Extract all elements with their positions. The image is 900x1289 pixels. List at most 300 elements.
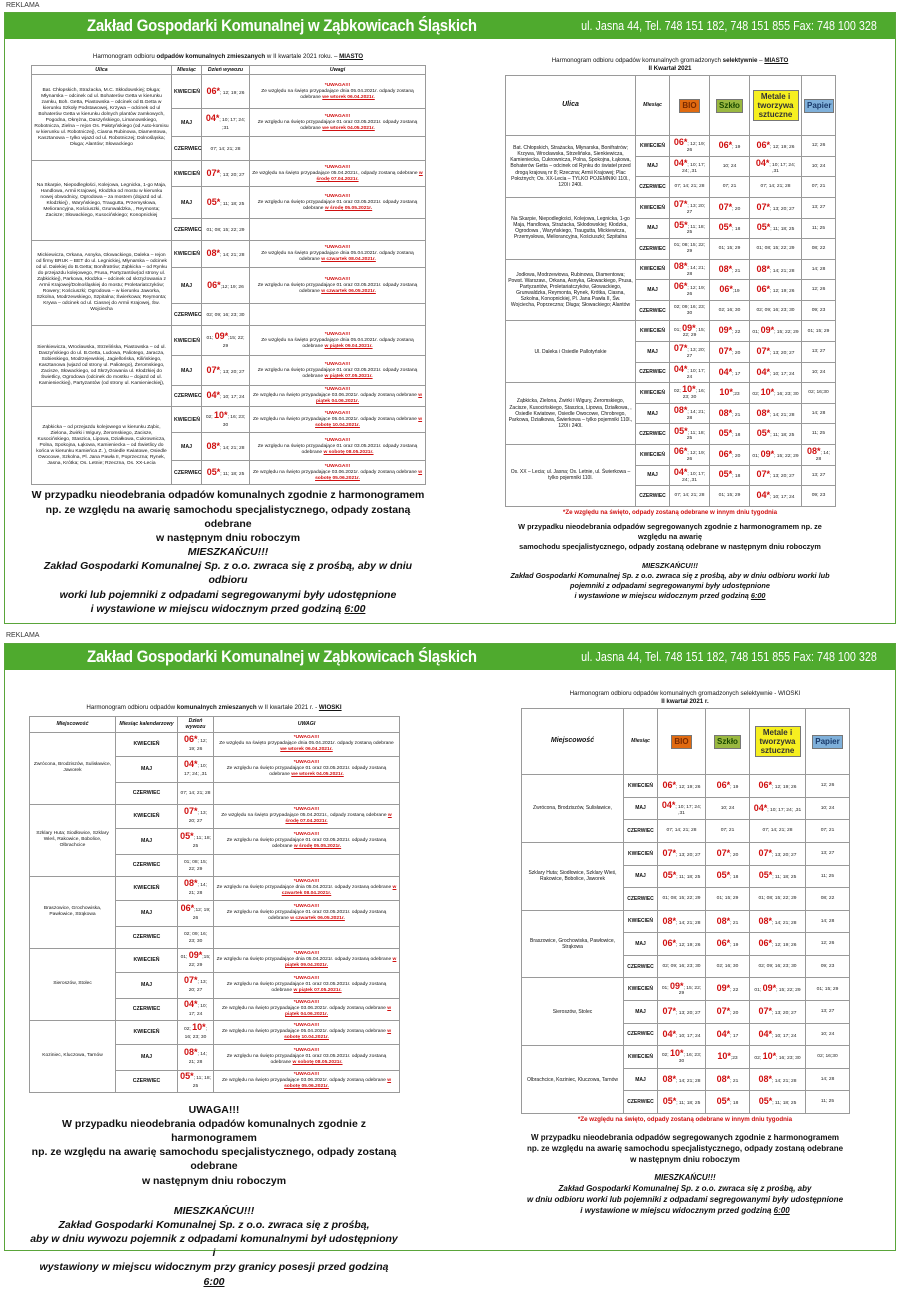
holiday-date: 07*	[758, 847, 773, 858]
uwaga-label: *UWAGA!!!	[324, 463, 351, 469]
plea-line	[31, 602, 425, 616]
month-label: CZERWIEC	[172, 137, 202, 161]
uwaga-label: *UWAGA!!!	[324, 245, 351, 251]
glass-days	[710, 342, 750, 363]
remark-cell	[250, 137, 426, 161]
date-list: ; 16; 23; 30	[774, 392, 799, 398]
date-list: ; 14; 21; 28	[676, 920, 701, 926]
date-list: 07; 14; 21; 28	[674, 493, 705, 499]
holiday-date: 10*	[717, 1051, 731, 1062]
glass-days	[706, 955, 750, 978]
glass-days	[706, 1023, 750, 1046]
paper-days	[802, 136, 836, 157]
date-list: ; 12; 19; 26	[686, 286, 706, 298]
metal-days	[750, 1023, 806, 1046]
date-list: 01; 15; 29	[718, 246, 741, 252]
holiday-date: 07*	[673, 343, 688, 354]
metal-days	[750, 797, 806, 820]
street-list: Braszowice, Grochowiska, Pawłowice, Strąkowa	[30, 876, 116, 948]
glass-days	[706, 978, 750, 1001]
remark-date: we wtorek 04.05.2021r.	[291, 772, 344, 778]
date-list: 09; 23	[811, 307, 826, 313]
month-label: CZERWIEC	[624, 1023, 658, 1046]
date-list: ; 18	[732, 474, 741, 480]
paper-days	[806, 1068, 850, 1091]
paper-days	[806, 1023, 850, 1046]
date-list: 12; 26	[820, 941, 835, 947]
date-list: ; 18	[730, 1101, 739, 1107]
bio-days	[670, 424, 710, 445]
selective-miasto	[505, 57, 835, 623]
uwaga-label: *UWAGA!!!	[293, 976, 320, 982]
metal-days	[750, 424, 802, 445]
date-list: ; 14; 28	[815, 451, 831, 463]
glass-days	[710, 486, 750, 507]
date-list: ; 10; 17; 24; ,31	[675, 804, 702, 816]
header-text: Harmonogram odbioru odpadów	[86, 704, 177, 711]
footer-line: np. ze względu na awarię samochodu specjalistycznego, odpady zostaną odebrane	[31, 1146, 397, 1173]
mieszkancu-heading: MIESZKAŃCU!!!	[654, 1173, 716, 1183]
month-label: MAJ	[636, 218, 670, 239]
holiday-date: 05*	[756, 222, 771, 233]
holiday-date: 04*	[661, 799, 676, 810]
bio-days	[670, 486, 710, 507]
glass-days	[710, 424, 750, 445]
metal-days	[750, 1046, 806, 1069]
plea-line	[29, 1260, 399, 1288]
glass-days	[710, 136, 750, 157]
remark-text	[216, 982, 397, 994]
holiday-date: 09*	[718, 325, 733, 336]
date-list: ; 11; 18; 25	[676, 1101, 701, 1107]
holiday-date: 08*	[758, 1073, 773, 1084]
remark-body: Ze względu na święto przypadające 01 oraz 03.05.2021r. odpady zostaną odebrane	[226, 982, 387, 994]
schedule-table	[31, 65, 426, 485]
date-list: ; 10; 17; 24; ,31	[767, 807, 802, 813]
footer-text	[29, 1103, 399, 1289]
holiday-date: 05*	[718, 469, 733, 480]
bio-label: BIO	[671, 735, 691, 749]
metal-days	[750, 820, 806, 843]
date-list: ; 13; 20; 27	[772, 1010, 797, 1016]
holiday-date: 06*	[716, 779, 731, 790]
metal-days	[750, 955, 806, 978]
date-list: ; 17	[732, 371, 741, 377]
date-list: ; 12; 19; 26	[770, 144, 795, 150]
metal-days	[750, 775, 806, 798]
header-bold: komunalnych zmieszanych	[176, 704, 257, 711]
plea-text: Zakład Gospodarki Komunalnej Sp. z o.o. zwraca się z prośbą,	[58, 1218, 370, 1231]
remark-date: w środę 07.04.2021r.	[316, 170, 423, 182]
column-header-metale	[750, 76, 802, 136]
holiday-date: 07*	[673, 199, 688, 209]
date-list: 02; 16;30	[808, 390, 829, 396]
date-list: ; 12; 19; 26	[772, 943, 797, 949]
date-list: 01;	[180, 955, 189, 961]
holiday-date: 05*	[206, 196, 221, 207]
glass-days	[706, 1046, 750, 1069]
holiday-date: 05*	[662, 870, 677, 881]
header-text: w II kwartale 2021 r. -	[256, 704, 319, 711]
remark-cell	[214, 756, 400, 782]
glass-days	[706, 1001, 750, 1024]
glass-days	[706, 910, 750, 933]
date-list: ; 16; 23; 30	[222, 415, 246, 428]
date-list: ; 20	[730, 852, 739, 858]
date-list: ; 16; 23; 30	[678, 1053, 702, 1065]
bio-days	[670, 177, 710, 198]
paper-days	[806, 865, 850, 888]
month-label: CZERWIEC	[172, 461, 202, 485]
date-list: ; 18	[732, 433, 741, 439]
column-header: Miesiąc kalendarzowy	[116, 717, 178, 733]
holiday-date: 07*	[756, 201, 771, 212]
plea-line	[505, 571, 835, 581]
holiday-date: 07*	[718, 345, 733, 356]
holiday-date: 05*	[758, 1096, 773, 1107]
bio-days	[670, 342, 710, 363]
metal-days	[750, 259, 802, 280]
date-list: ; 14; 21; 28	[772, 1078, 797, 1084]
month-label: CZERWIEC	[172, 219, 202, 241]
date-list: 02;	[661, 1053, 670, 1059]
street-list: Jodłowa, Modrzewiowa, Rubinowa, Diamentowa; Powst. Warszaw., Orkana, Asnyka, Głowackiego, Prusa, Partyzantów, Proletariatczyków, Głowackiego, Grunwaldzka, Reymonta, Rynek, Krótka, Ciasna, Szkolna, Konopnickiej, Pl. Jana Pawła II, Św. Wojciecha, Poprzeczna; Długa; Słowackiego; Alantów	[506, 259, 636, 321]
table-row	[32, 241, 426, 268]
holiday-date: 07*	[662, 1005, 677, 1016]
bio-days	[658, 1068, 706, 1091]
deadline-hour: 6:00	[203, 1275, 225, 1288]
bio-days	[658, 933, 706, 956]
date-list: 10; 24	[720, 805, 735, 811]
mixed-miasto	[31, 53, 425, 623]
date-list: ; 13; 20; 27	[188, 811, 208, 825]
month-label: MAJ	[636, 156, 670, 177]
deadline-hour: 6:00	[344, 602, 366, 615]
holiday-date: 08*	[183, 1047, 198, 1058]
holiday-date: 06*	[756, 284, 771, 295]
date-list: ; 14; 21; 28	[676, 1078, 701, 1084]
date-list: ; 15; 22; 29	[776, 988, 801, 994]
table-row	[30, 948, 400, 972]
date-list: ; 13; 20; 27	[220, 369, 245, 375]
holiday-date: 04*	[718, 366, 733, 377]
glass-days	[706, 888, 750, 911]
street-list: Na Skarpie, Niepodległości, Kolejowa, Legnicka, 1-go Maja, Handlowa, Strażacka, Skłodowskiej; Kłodzka, Ogrodowa , Waryńskiego, Traugutta, Mickiewicza, Przemysłowa, Meliorancyjna, Kościuszki; Szpitalna	[506, 197, 636, 259]
date-list: ; 12; 19; 26	[772, 784, 797, 790]
date-list: 01; 15; 29	[807, 328, 830, 334]
date-list: 10; 24	[820, 805, 835, 811]
date-list: 07; 14; 21; 28	[666, 828, 697, 834]
glass-days	[710, 177, 750, 198]
remark-date: w sobotę 05.06.2021r.	[315, 469, 423, 481]
date-list: 01; 08; 15; 22; 29	[758, 896, 797, 902]
date-list: ; 13; 20; 27	[676, 852, 701, 858]
collection-days	[178, 756, 214, 782]
month-label: MAJ	[624, 797, 658, 820]
holiday-date: 05*	[718, 428, 733, 439]
holiday-date: 04*	[756, 366, 771, 377]
date-list: ; 19	[732, 144, 741, 150]
month-label: KWIECIEŃ	[116, 876, 178, 900]
plea-line	[521, 1206, 849, 1217]
holiday-date: 04*	[673, 157, 688, 168]
paper-days	[802, 280, 836, 301]
remark-body: Ze względu na święto przypadające 03.06.2021r. odpady zostaną odebrane	[221, 1078, 388, 1084]
date-list: 13; 27	[811, 472, 826, 478]
papier-label: Papier	[812, 735, 842, 749]
date-list: ; 21	[730, 1078, 739, 1084]
month-label: CZERWIEC	[116, 998, 178, 1020]
paper-days	[806, 1001, 850, 1024]
column-header-szklo	[706, 709, 750, 775]
glass-days	[710, 403, 750, 424]
uwaga-label: *UWAGA!!!	[324, 276, 351, 282]
plea-text: Zakład Gospodarki Komunalnej Sp. z o.o. zwraca się z prośbą, aby	[558, 1184, 812, 1194]
remark-text	[252, 251, 423, 263]
remark-date: w czwartek 08.04.2021r.	[321, 257, 376, 263]
holiday-date: 08*	[716, 915, 731, 926]
date-list: ; 22	[732, 330, 741, 336]
szklo-label: Szkło	[714, 735, 741, 749]
holiday-date: 04*	[673, 466, 688, 477]
bio-days	[658, 888, 706, 911]
column-header: Miejscowość	[30, 717, 116, 733]
paper-days	[806, 842, 850, 865]
footer-line: np. ze względu na awarię samochodu specjalistycznego, odpady zostaną odebrane	[526, 1143, 844, 1153]
remark-body: Ze względu na święto przypadające dnia 05.04.2021r. odpady zostaną odebrane	[216, 885, 393, 891]
date-list: 08; 22	[820, 896, 835, 902]
bio-days	[658, 955, 706, 978]
company-banner	[5, 644, 895, 670]
holiday-date: 07*	[183, 806, 198, 817]
bio-days	[670, 197, 710, 218]
holiday-date: 08*	[673, 260, 688, 271]
remark-body: Ze względu na święto przypadające 01 oraz 03.05.2021r. odpady zostaną odebrane	[257, 199, 418, 211]
column-header-street: Ulica	[506, 76, 636, 136]
remark-cell	[250, 433, 426, 461]
paper-days	[802, 403, 836, 424]
glass-days	[710, 197, 750, 218]
holiday-date: 09*	[188, 950, 203, 961]
company-banner	[5, 13, 895, 39]
date-list: ; 22	[730, 988, 739, 994]
holiday-date: 06*	[662, 938, 677, 949]
date-list: ; 10; 17; 24; ;31	[219, 118, 246, 131]
date-list: ; 16; 23; 30	[184, 1027, 208, 1041]
month-label: MAJ	[172, 187, 202, 219]
remark-body: Ze względu na święto przypadające 01 oraz 03.05.2021r. odpady zostaną odebrane	[226, 838, 387, 850]
holiday-date: 07*	[758, 1005, 773, 1016]
company-title: Zakład Gospodarki Komunalnej w Ząbkowicach Śląskich	[87, 16, 477, 35]
remark-cell	[214, 948, 400, 972]
table-row	[522, 1046, 850, 1069]
remark-text	[216, 1078, 397, 1090]
remark-date: w piątek 09.04.2021r.	[324, 343, 373, 349]
holiday-date: 05*	[674, 219, 688, 230]
date-list: ; 14; 21; 28	[686, 265, 706, 277]
date-list: 14; 28	[811, 410, 826, 416]
uwaga-label: *UWAGA!!!	[293, 760, 320, 766]
remark-body: Ze względu na święto przypadające 01 oraz 03.05.2021r. odpady zostaną odebrane	[257, 119, 418, 131]
month-label: MAJ	[624, 865, 658, 888]
metal-days	[750, 465, 802, 486]
month-label: MAJ	[636, 465, 670, 486]
remark-text	[252, 171, 423, 183]
remark-cell	[214, 998, 400, 1020]
holiday-date: 07*	[662, 847, 677, 858]
uwaga-heading: UWAGA!!!	[188, 1103, 240, 1116]
holiday-date: 05*	[758, 870, 773, 881]
holiday-date: 07*	[206, 167, 221, 178]
metal-days	[750, 978, 806, 1001]
uwaga-label: *UWAGA!!!	[324, 113, 351, 119]
holiday-date: 06*	[718, 139, 733, 150]
remark-cell	[250, 268, 426, 304]
glass-days	[710, 218, 750, 239]
month-label: MAJ	[624, 1001, 658, 1024]
holiday-date: 08*	[758, 915, 773, 926]
date-list: ; 20	[732, 350, 741, 356]
column-header: Dzień wywozu	[202, 66, 250, 75]
date-list: 01; 15; 29	[718, 493, 741, 499]
paper-days	[802, 197, 836, 218]
remark-body: Ze względu na święto przypadające 05.04.2021r., odpady zostaną odebrane	[221, 813, 388, 819]
month-label: KWIECIEŃ	[624, 1046, 658, 1069]
remark-body: Ze względu na święto przypadające 05.04.2021r., odpady zostaną odebrane	[252, 170, 419, 176]
date-list: ; 20	[730, 1010, 739, 1016]
date-list: ;23	[732, 392, 740, 398]
uwaga-label: *UWAGA!!!	[293, 1048, 320, 1054]
column-header-month: Miesiąc	[624, 709, 658, 775]
month-label: CZERWIEC	[172, 386, 202, 407]
metal-days	[750, 933, 806, 956]
remark-cell	[214, 782, 400, 804]
month-label: KWIECIEŃ	[636, 197, 670, 218]
date-list: 02;	[183, 1027, 193, 1033]
table-row	[506, 383, 836, 404]
column-header-papier	[806, 709, 850, 775]
month-label: MAJ	[116, 828, 178, 854]
footer-line: odebrane	[204, 517, 252, 530]
glass-days	[710, 321, 750, 342]
uwaga-label: *UWAGA!!!	[293, 1023, 320, 1029]
paper-days	[806, 775, 850, 798]
month-label: CZERWIEC	[636, 486, 670, 507]
bio-days	[658, 910, 706, 933]
plea-text: worki lub pojemniki z odpadami segregowanymi były udostępnione	[59, 588, 397, 601]
holiday-note: *Ze względu na święto, odpady zostaną odebrane w innym dniu tygodnia	[562, 508, 778, 516]
metal-days	[750, 321, 802, 342]
holiday-date: 06*	[207, 279, 221, 290]
date-list: ; 10; 17; 24; ,31	[183, 764, 208, 778]
holiday-date: 04*	[206, 390, 221, 401]
remark-text	[252, 283, 423, 295]
table-row	[506, 321, 836, 342]
column-header-month: Miesiąc	[636, 76, 670, 136]
glass-days	[706, 1068, 750, 1091]
remark-date: we wtorek 04.05.2021r.	[322, 125, 375, 131]
glass-days	[710, 239, 750, 260]
remark-date: w piątek 04.06.2021r.	[316, 393, 423, 405]
remark-date: we wtorek 06.04.2021r.	[322, 94, 375, 100]
collection-days	[178, 876, 214, 900]
month-label: CZERWIEC	[636, 424, 670, 445]
collection-days	[178, 948, 214, 972]
glass-days	[706, 842, 750, 865]
remark-text	[216, 766, 397, 778]
holiday-date: 06*	[662, 779, 677, 790]
paper-days	[806, 910, 850, 933]
remark-cell	[214, 1044, 400, 1070]
metal-days	[750, 486, 802, 507]
metal-days	[750, 218, 802, 239]
schedule-table	[29, 716, 400, 1093]
panel-wioski	[4, 643, 896, 1288]
month-label: CZERWIEC	[624, 1091, 658, 1114]
date-list: ; 18	[732, 227, 741, 233]
month-label: MAJ	[172, 268, 202, 304]
glass-days	[710, 300, 750, 321]
table-row	[522, 842, 850, 865]
collection-days	[202, 407, 250, 433]
column-header-papier	[802, 76, 836, 136]
street-list: Na Skarpie, Niepodległości, Kolejowa, Legnicka, 1-go Maja, Handlowa, Armii Krajowej, Kłodzka od mostu w kierunku nowej obwodnicy, Ogrodowa – za mostem (dojazd od ul. Kłodzkiej) , Waryńskiego, Traugutta, Przemysłowa, Meliorancyjna, Kościuszki, Grunwaldzka, , Reymonta; Zacisze; Słowackiego, Kusocińskiego; Konopnickiej	[32, 161, 172, 241]
date-list: ;15; 22; 29	[188, 955, 211, 969]
date-list: ; 21	[732, 412, 741, 418]
date-list: ; 12; 19; 26	[686, 451, 706, 463]
date-list: ; 15; 22; 29	[678, 985, 702, 997]
table-row	[522, 775, 850, 798]
date-list: 02; 09; 16; 23; 30	[756, 307, 795, 313]
date-list: ; 11; 18; 25	[192, 836, 211, 850]
remark-text	[216, 741, 397, 753]
date-list: ; 14; 21; 28	[220, 445, 245, 451]
remark-date: w piątek 07.05.2021r.	[293, 988, 342, 994]
metal-days	[750, 383, 802, 404]
holiday-date: 08*	[183, 878, 198, 889]
collection-days	[178, 782, 214, 804]
date-list: ; 10; 17; 24; ,31	[769, 162, 796, 174]
paper-days	[802, 177, 836, 198]
date-list: 01;	[661, 985, 670, 991]
holiday-date: 04*	[183, 999, 198, 1010]
date-list: 02;	[752, 392, 761, 398]
mixed-wioski	[29, 704, 399, 1288]
date-list: ;15; 22; 29	[222, 336, 245, 349]
date-list: ; 10; 17; 24	[188, 1004, 208, 1018]
section-header	[31, 53, 425, 61]
deadline-hour: 6:00	[750, 590, 766, 600]
date-list: ; 21	[730, 920, 739, 926]
remark-body: Ze względu na święto przypadające 05.04.2021r. odpady zostaną odebrane	[221, 1029, 388, 1035]
bio-days	[658, 1001, 706, 1024]
holiday-date: 07*	[183, 975, 198, 986]
plea-line	[521, 1195, 849, 1206]
holiday-date: 10*	[192, 1022, 206, 1033]
remark-text	[216, 838, 397, 850]
glass-days	[710, 383, 750, 404]
remark-date: w czwartek 06.05.2021r.	[290, 916, 345, 922]
remark-body: Ze względu na święto przypadające 01 oraz 03.05.2021r. odpady zostaną odebrane	[257, 443, 418, 455]
uwaga-label: *UWAGA!!!	[324, 82, 351, 88]
glass-days	[706, 820, 750, 843]
remark-date: w piątek 07.05.2021r.	[324, 373, 373, 379]
uwaga-label: *UWAGA!!!	[324, 193, 351, 199]
mieszkancu-heading: MIESZKAŃCU!!!	[173, 1204, 255, 1217]
glass-days	[710, 465, 750, 486]
holiday-date: 08*	[716, 1073, 731, 1084]
uwaga-label: *UWAGA!!!	[293, 1072, 320, 1078]
